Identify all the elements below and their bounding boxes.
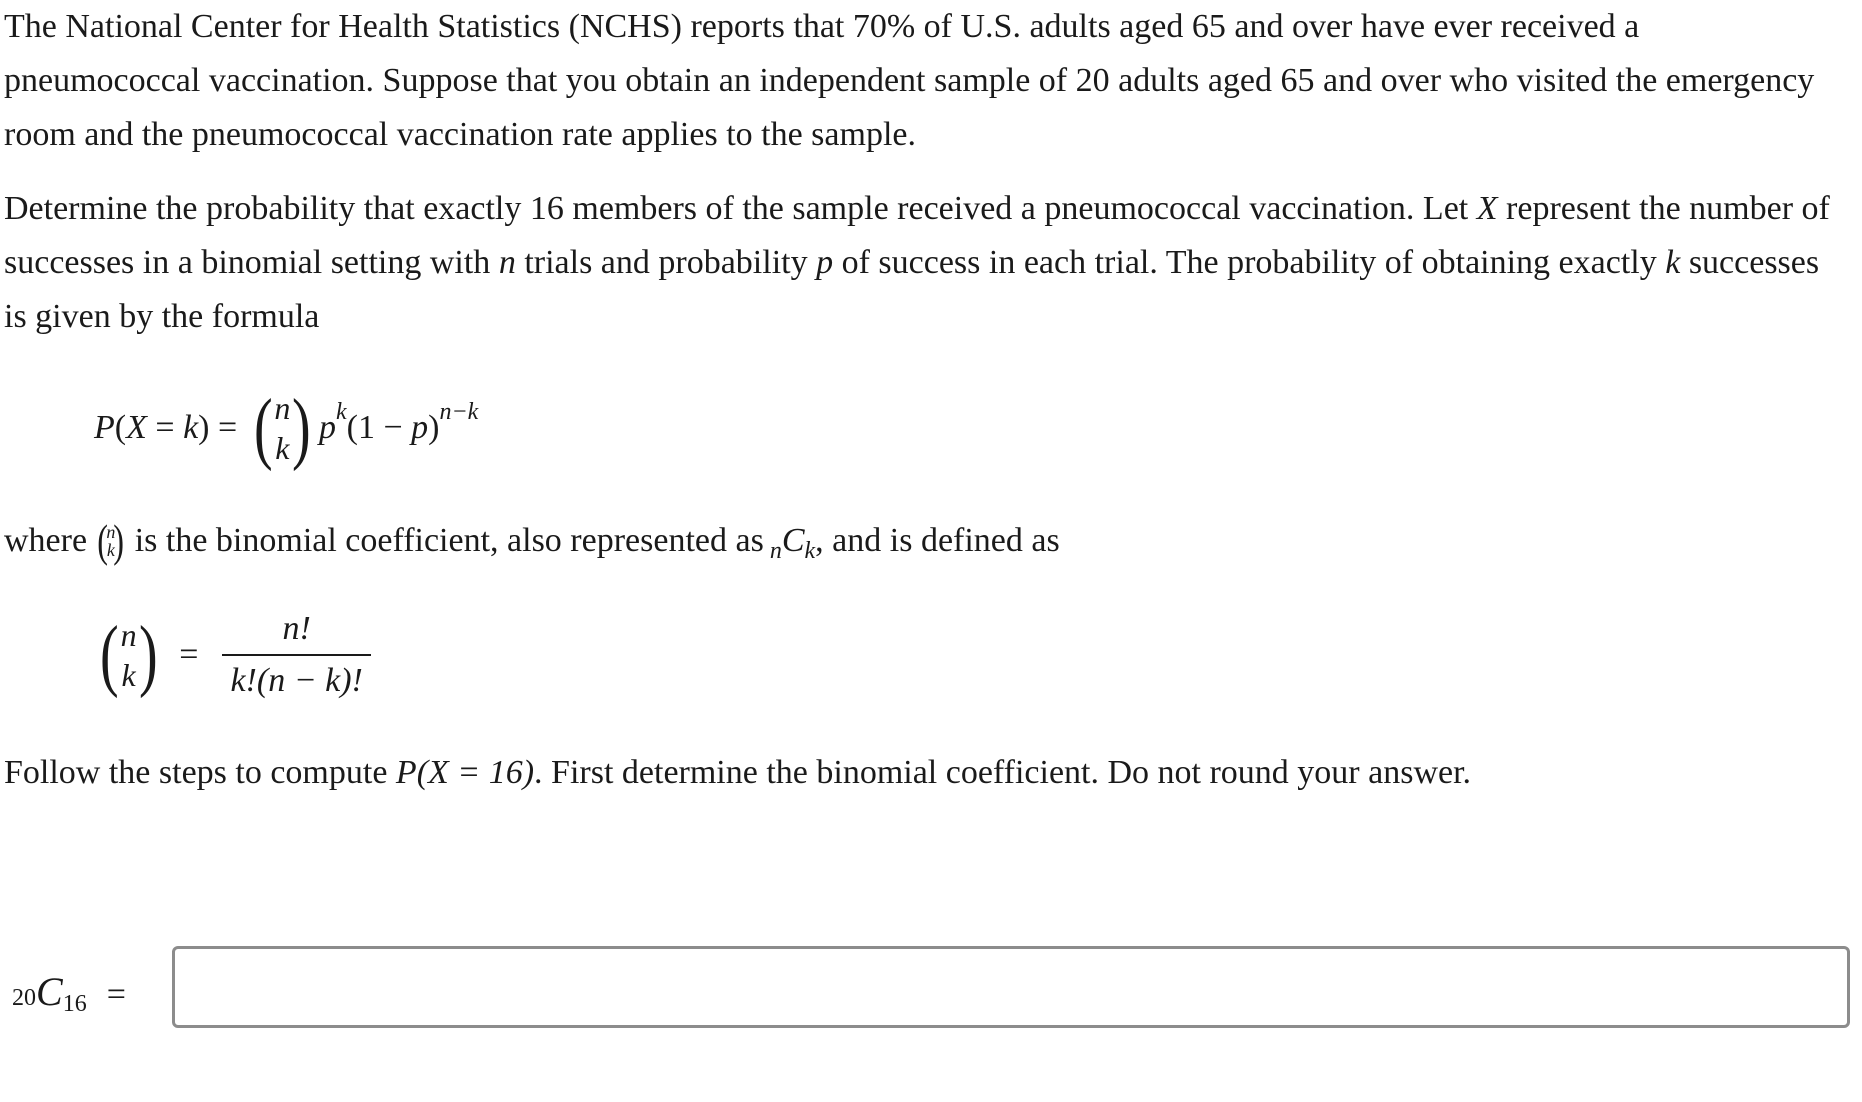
f2-fraction (222, 610, 370, 700)
f2-binomial (96, 611, 161, 699)
f1-exp-n-minus-k: n−k (439, 398, 479, 425)
note-c: C (781, 522, 805, 559)
f2-binomial-n: n (120, 617, 137, 653)
answer-label-post: 16 (62, 991, 87, 1017)
left-paren: ( (253, 384, 273, 472)
problem-instructions (4, 182, 1844, 344)
f1-inner-eq: = (146, 409, 184, 446)
answer-label (12, 968, 126, 1015)
f1-p: P (94, 409, 115, 446)
note-text-3: , and is defined as (815, 522, 1060, 559)
f2-binomial-k: k (121, 657, 136, 693)
note-text-2: is the binomial coefficient, also represented as (134, 522, 764, 559)
var-n: n (498, 244, 516, 281)
f1-p-base: p (318, 409, 336, 446)
answer-input[interactable] (172, 946, 1850, 1028)
problem-intro: The National Center for Health Statistics (NCHS) reports that 70% of U.S. adults aged 65 and over have ever received a pneumococcal vaccination. Suppose that you obtain an independent sample of 20 adults aged 65 and over who visited the emergency room and the pneumococcal vaccination rate applies to the sample. (4, 8, 1815, 153)
note-pre-n: n (769, 538, 782, 564)
f1-close: ) (198, 409, 210, 446)
step-expression: P(X = 16) (395, 754, 535, 791)
instr-text-1: Determine the probability that exactly 16 members of the sample received a pneumococcal vaccination. Let (4, 190, 1477, 227)
var-p: p (816, 244, 834, 281)
instr-text-4: of success in each trial. The probability of obtaining exactly (833, 244, 1666, 281)
right-paren: ) (138, 611, 158, 699)
f1-mid: (1 − (346, 409, 412, 446)
note-text-1: where (4, 522, 88, 559)
f1-exp-k: k (335, 398, 347, 425)
f1-close-2: ) (428, 409, 440, 446)
instr-text-3: trials and probability (515, 244, 817, 281)
f2-eq: = (179, 636, 199, 673)
binomial-coefficient-formula (92, 600, 371, 710)
var-x: X (1476, 190, 1498, 227)
var-k: k (1665, 244, 1681, 281)
f2-numerator: n! (282, 610, 311, 647)
f1-p-base-2: p (411, 409, 429, 446)
binomial-probability-formula (94, 378, 478, 478)
note-sub-k: k (804, 538, 816, 564)
inline-binomial-k: k (106, 540, 115, 560)
right-paren: ) (113, 515, 125, 566)
step-instruction (4, 746, 1844, 800)
left-paren: ( (97, 515, 109, 566)
step-text-1: Follow the steps to compute (4, 754, 396, 791)
f1-k: k (183, 409, 199, 446)
f1-x: X (126, 409, 147, 446)
inline-binomial-n: n (106, 522, 116, 542)
answer-label-pre: 20 (12, 985, 36, 1011)
binomial-stack (274, 388, 290, 468)
f2-binomial-stack (121, 615, 137, 695)
f1-binomial (250, 384, 315, 472)
inline-binomial (95, 515, 127, 566)
f2-denominator: k!(n − k)! (222, 654, 370, 700)
answer-label-c: C (36, 969, 63, 1014)
binomial-coefficient-note (4, 514, 1060, 568)
f1-open: ( (114, 409, 127, 446)
binomial-k: k (275, 430, 290, 466)
instr-text-2: represent the number of successes in a binomial setting with (4, 190, 1830, 281)
right-paren: ) (292, 384, 311, 472)
f1-eq: = (209, 409, 246, 446)
step-text-2: . First determine the binomial coefficient. Do not round your answer. (534, 754, 1472, 791)
left-paren: ( (99, 611, 119, 699)
answer-label-eq: = (106, 976, 126, 1013)
binomial-n: n (274, 390, 291, 426)
instr-text-5: successes is given by the formula (4, 244, 1820, 335)
